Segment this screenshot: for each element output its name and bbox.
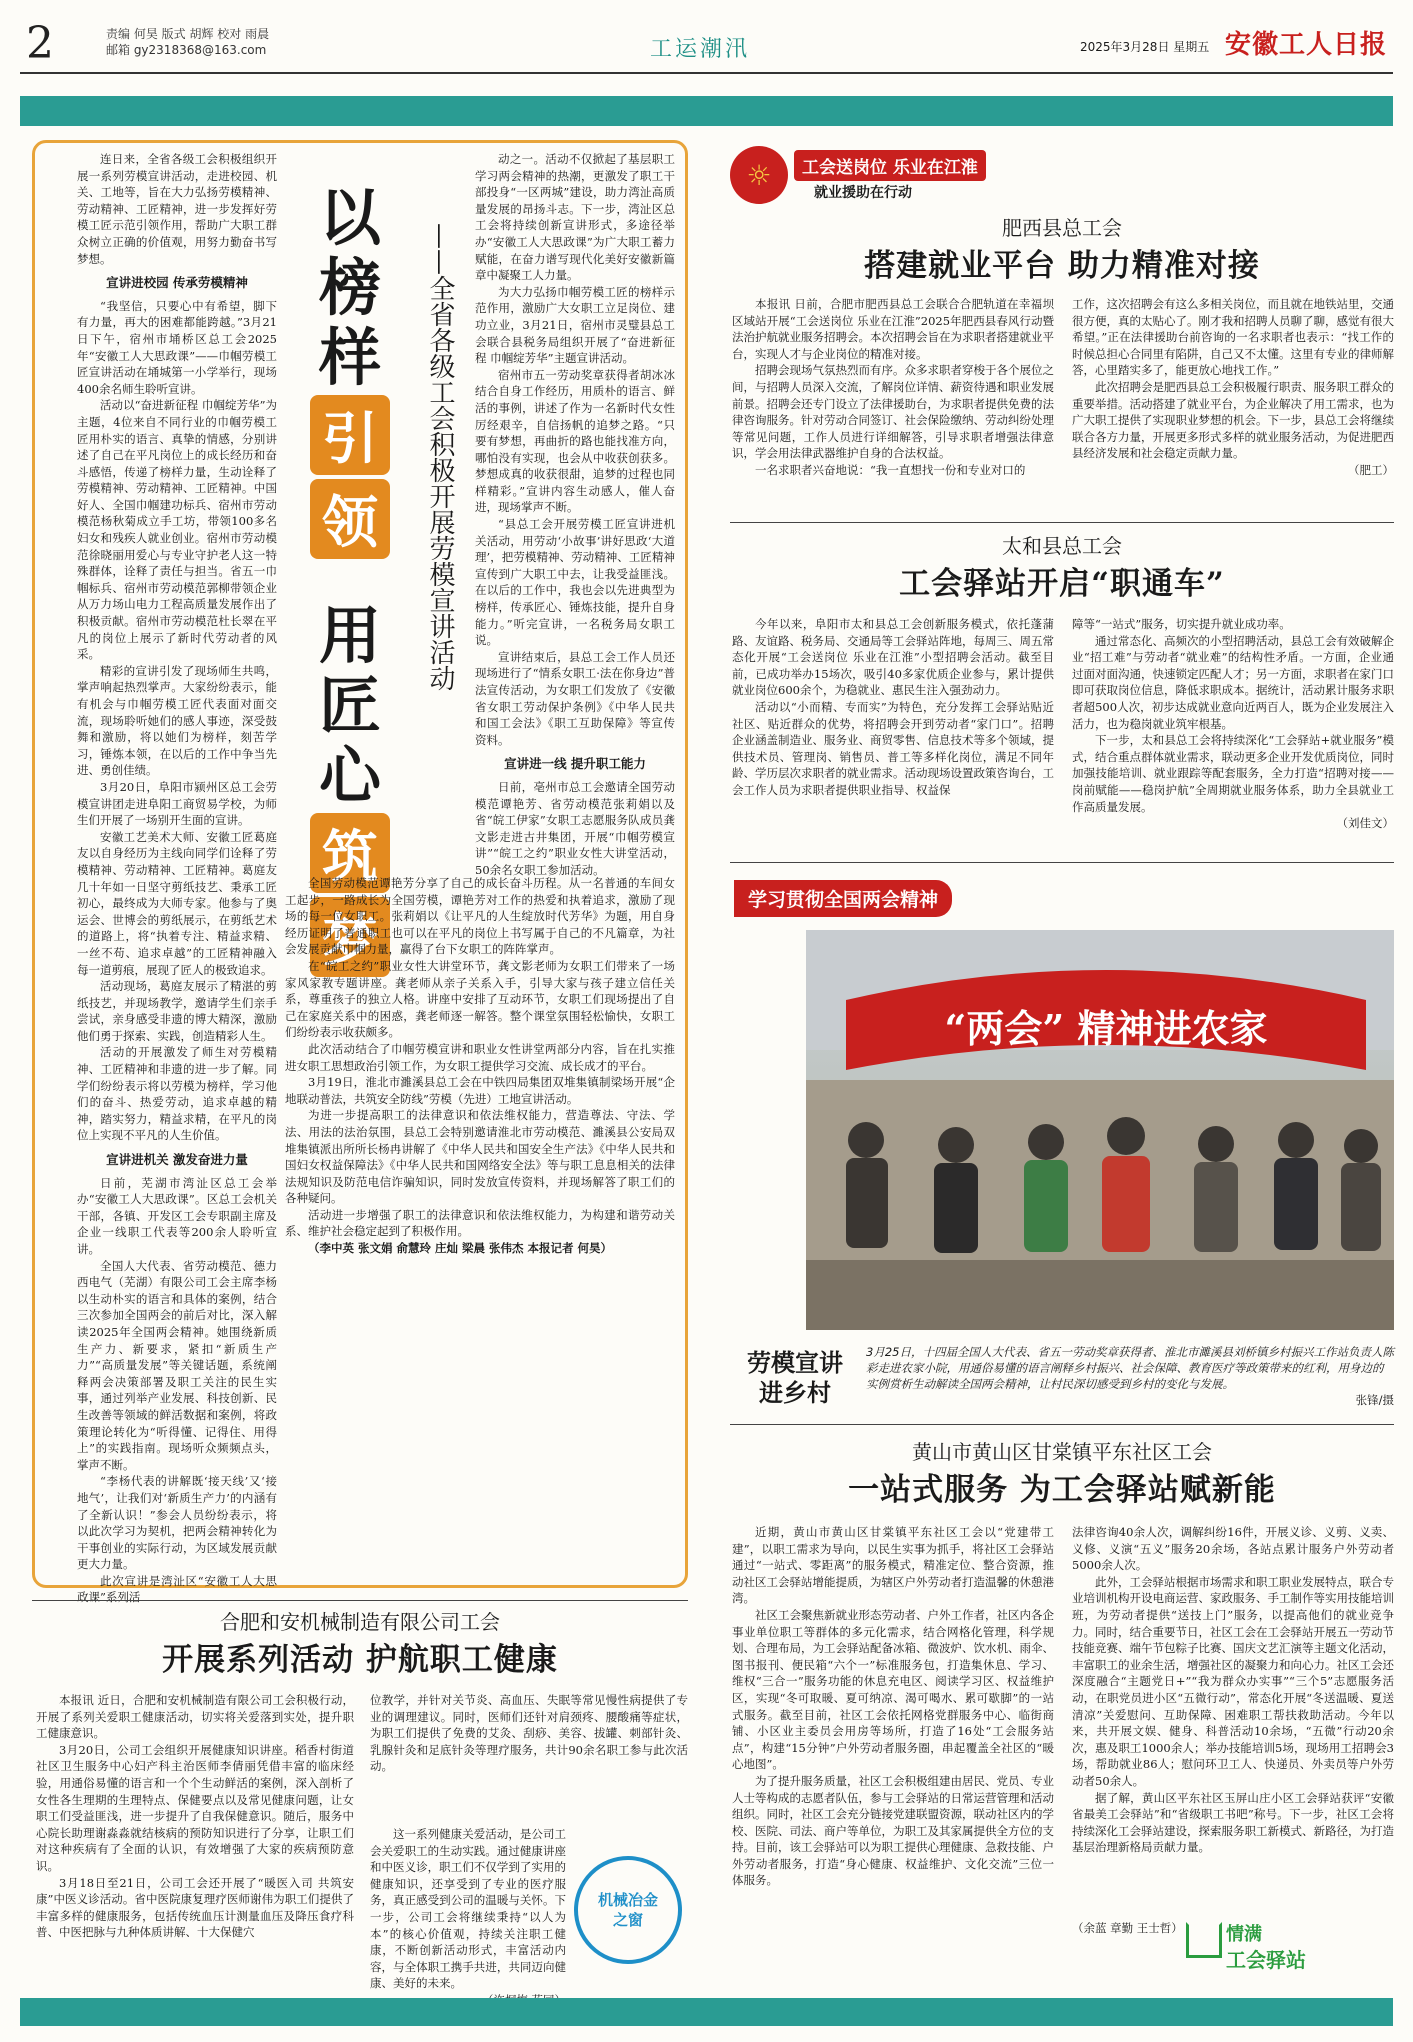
paragraph: 招聘会现场气氛热烈而有序。众多求职者穿梭于各个展位之间，与招聘人员深入交流，了解岗位详情、薪资待遇和职业发展前景。招聘会还专门设立了法律援助台，为求职者提供免费的法律咨询服务。针对劳动合同签订、社会保险缴纳、劳动纠纷处理等常见问题，工作人员进行详细解答，引导求职者增强法律意识，学会用法律武器维护自身的合法权益。 <box>732 363 1054 461</box>
photo-headline: 劳模宣讲进乡村 <box>747 1348 843 1407</box>
paragraph: 社区工会聚焦新就业形态劳动者、户外工作者，社区内各企事业单位职工等群体的多元化需求，结合网格化管理，科学规划、合理布局，为工会驿站配备冰箱、微波炉、饮水机、雨伞、图书报刊、便民箱“六个一”标准服务包，打造集休息、学习、维权“三合一”服务功能的休息充电区、阅读学习区、权益维护区，实现“冬可取暖、夏可纳凉、渴可喝水、累可歇脚”的一站式服务。截至目前，社区工会依托网格党群服务中心、临街商铺、小区业主委员会用房等场所，打造了16处“工会服务站点”，构建“15分钟”户外劳动者服务圈，串起覆盖全社区的“暖心地图”。 <box>732 1607 1054 1772</box>
article-column <box>36 1692 354 1990</box>
paragraph: 日前，亳州市总工会邀请全国劳动模范谭艳芳、省劳动模范张莉娟以及省“皖工伊家”女职工志愿服务队成员龚文影走进古井集团，开展“巾帼劳模宣讲”“皖工之约”职业女性大讲堂活动，50余名女职工参加活动。 <box>475 779 675 877</box>
staff-credits <box>106 26 269 58</box>
article-column <box>1072 296 1394 514</box>
campaign-subtitle: 就业援助在行动 <box>814 185 912 201</box>
feature-headline <box>285 183 415 979</box>
divider <box>730 1424 1394 1425</box>
feature-subtitle: ——全省各级工会积极开展劳模宣讲活动 <box>425 223 455 691</box>
article-column <box>1072 1524 1394 1916</box>
subheading: 宣讲进一线 提升职工能力 <box>504 756 646 772</box>
paragraph: 为大力弘扬巾帼劳模工匠的榜样示范作用，激励广大女职工立足岗位、建功立业，3月21日，宿州市灵璧县总工会联合县税务局组织开展了“奋进新征程 巾帼绽芳华”主题宣讲活动。 <box>475 284 675 366</box>
article-column <box>370 1692 688 1824</box>
logo-text: 工会驿站 <box>1226 1948 1306 1972</box>
feature-column-2 <box>475 151 675 877</box>
logo-text: 情满 <box>1226 1924 1262 1945</box>
paragraph: 3月18日至21日，公司工会还开展了“暖医入司 共筑安康”中医义诊活动。省中医院康复理疗医师谢伟为职工们提供了丰富多样的健康服务，包括传统血压计测量血压及降压食疗科普、中医把脉与九种体质讲解、十大保健穴 <box>36 1875 354 1940</box>
byline: （肥工） <box>1348 462 1394 477</box>
subheading: 宣讲进机关 激发奋进力量 <box>106 1152 248 1168</box>
article-column <box>1072 616 1394 848</box>
paragraph: 法律咨询40余人次，调解纠纷16件，开展义诊、义剪、义卖、义修、义演“五义”服务20余场，各站点累计服务户外劳动者5000余人次。 <box>1072 1525 1394 1573</box>
article-kicker: 太和县总工会 <box>1002 534 1122 558</box>
paragraph: “我坚信，只要心中有希望，脚下有力量，再大的困难都能跨越。”3月21日下午，宿州市埇桥区总工会2025年“安徽工人大思政课”——巾帼劳模工匠宣讲活动在埇城第一小学举行，现场400余名师生聆听宣讲。 <box>77 298 277 396</box>
paragraph: 在“皖工之约”职业女性大讲堂环节，龚文影老师为女职工们带来了一场家风家教专题讲座。龚老师从亲子关系入手，引导大家与孩子建立信任关系，尊重孩子的独立人格。讲座中安排了互动环节，女职工们现场提出了自己在家庭关系中的困惑，龚老师逐一解答。整个课堂氛围轻松愉快，女职工们纷纷表示收获颇多。 <box>285 958 675 1040</box>
article-column <box>732 296 1054 514</box>
paragraph: 一名求职者兴奋地说：“我一直想找一份和专业对口的 <box>755 462 1026 477</box>
paragraph: 本报讯 近日，合肥和安机械制造有限公司工会积极行动，开展了系列关爱职工健康活动，切实将关爱落到实处，提升职工健康意识。 <box>36 1693 354 1741</box>
paragraph: 本报讯 日前，合肥市肥西县总工会联合合肥轨道在幸福坝区域站开展“工会送岗位 乐业在江淮”2025年肥西县春风行动暨法治护航就业服务招聘会。本次招聘会旨在为求职者搭建就业平台，实现人才与企业岗位的精准对接。 <box>732 297 1054 361</box>
paragraph: 连日来，全省各级工会积极组织开展一系列劳模宣讲活动，走进校园、机关、工地等，旨在大力弘扬劳模精神、劳动精神、工匠精神，进一步发挥好劳模工匠示范引领作用，帮助广大职工群众树立正确的价值观，用努力勤奋书写梦想。 <box>77 152 277 266</box>
byline: （刘佳文） <box>1336 816 1394 831</box>
paragraph: 近期，黄山市黄山区甘棠镇平东社区工会以“党建带工建”，以职工需求为导向，以民生实事为抓手，将社区工会驿站通过“一站式、零距离”的服务模式，精准定位、整合资源，推动社区工会驿站增能提质，为辖区户外劳动者打造温馨的休憩港湾。 <box>732 1525 1054 1606</box>
house-icon <box>1186 1922 1222 1958</box>
campaign-banner <box>730 140 980 212</box>
seal-text: 机械冶金之窗 <box>597 1891 658 1929</box>
paragraph: 安徽工艺美术大师、安徽工匠葛庭友以自身经历为主线向同学们诠释了劳模精神、劳动精神、工匠精神。葛庭友几十年如一日坚守剪纸技艺、秉承工匠初心，最终成为大师专家。他参与了奥运会、世博会的剪纸展示，在剪纸艺术的道路上，将“执着专注、精益求精、一丝不苟、追求卓越”的工匠精神融入每一道剪痕，展现了匠人的极致追求。 <box>77 829 277 977</box>
article-kicker: 黄山市黄山区甘棠镇平东社区工会 <box>912 1440 1212 1464</box>
paragraph: 动之一。活动不仅掀起了基层职工学习两会精神的热潮，更激发了职工干部投身“一区两城”建设，助力湾沚高质量发展的昂扬斗志。下一步，湾沚区总工会将持续创新宣讲形式，多途径举办“安徽工人大思政课”为广大职工蓄力赋能，在奋力谱写现代化美好安徽新篇章中凝聚工人力量。 <box>475 152 675 283</box>
feature-article <box>32 140 688 1605</box>
headline-char: 以 <box>318 181 381 254</box>
paragraph: 位教学，并针对关节炎、高血压、失眠等常见慢性病提供了专业的调理建议。同时，医师们还针对肩颈疼、腰酸痛等症状，为职工们提供了免费的艾灸、刮痧、美容、拔罐、刺部针灸、乳腺针灸和足底针灸等理疗服务，共计90余名职工参与此次活动。 <box>370 1693 688 1774</box>
paragraph: 今年以来，阜阳市太和县总工会创新服务模式，依托蓬蒲路、友谊路、税务局、交通局等工会驿站阵地，每周三、周五常态化开展“工会送岗位 乐业在江淮”小型招聘会活动。截至目前，已成功举办15场次，吸引40多家优质企业参与，累计提供就业岗位600余个，为稳就业、惠民生注入强劲动力。 <box>732 617 1054 698</box>
byline: （李中英 张文娟 俞慧玲 庄灿 梁晨 张伟杰 本报记者 何昊） <box>308 1241 613 1256</box>
banner-text: “两会” 精神进农家 <box>944 1006 1268 1051</box>
paragraph: 活动以“小而精、专而实”为特色，充分发挥工会驿站贴近社区、贴近群众的优势，将招聘会开到劳动者“家门口”。招聘企业涵盖制造业、服务业、商贸零售、信息技术等多个领域，提供技术员、管理岗、销售员、普工等多样化岗位，满足不同年龄、学历层次求职者的就业需求。活动现场设置政策咨询台，工会工作人员为求职者提供职业指导、权益保 <box>732 699 1054 797</box>
paragraph: 3月20日，公司工会组织开展健康知识讲座。稻香村街道社区卫生服务中心妇产科主治医师李倩丽凭借丰富的临床经验，用通俗易懂的语言和一个个生动鲜活的案例，深入剖析了女性各生理期的生理特点、保健要点以及常见健康问题，让女职工们受益匪浅，进一步提升了自我保健意识。随后，服务中心院长助理谢淼淼就结核病的预防知识进行了分享，让职工们对这种疾病有了全面的认识，有效增强了大家的疾病预防意识。 <box>36 1742 354 1873</box>
paragraph: 此次招聘会是肥西县总工会积极履行职责、服务职工群众的重要举措。活动搭建了就业平台，为企业解决了用工需求，也为广大职工提供了实现职业梦想的机会。下一步，县总工会将继续联合各方力量，开展更多形式多样的就业服务活动，为促进肥西县经济发展和社会稳定贡献力量。 <box>1072 379 1394 461</box>
paragraph: “李杨代表的讲解既‘接天线’又‘接地气’，让我们对‘新质生产力’的内涵有了全新认识！”参会人员纷纷表示，将以此次学习为契机，把两会精神转化为干事创业的实际行动，为区域发展贡献更大力量。 <box>77 1474 277 1572</box>
paragraph: 活动现场，葛庭友展示了精湛的剪纸技艺，并现场教学，邀请学生们亲手尝试，亲身感受非遗的博大精深，激励他们勇于探索、实践，创造精彩人生。 <box>77 979 277 1043</box>
headline-char: 匠 <box>318 669 381 742</box>
article-kicker: 肥西县总工会 <box>1002 216 1122 240</box>
article-column <box>732 1524 1054 1990</box>
paragraph: 3月20日，阜阳市颍州区总工会劳模宣讲团走进阜阳工商贸易学校，为师生们开展了一场别开生面的宣讲。 <box>77 779 277 828</box>
headline-char: 心 <box>318 739 381 812</box>
paragraph: 全国劳动模范谭艳芳分享了自己的成长奋斗历程。从一名普通的车间女工起步，一路成长为全国劳模，谭艳芳对工作的热爱和执着追求，激励了现场的每一位女职工。张莉娟以《让平凡的人生绽放时代芳华》为题，用自身经历证明了普通职工也可以在平凡的岗位上书写属于自己的不凡篇章，为社会发展贡献巾帼力量，赢得了台下女职工的阵阵掌声。 <box>285 876 675 957</box>
paragraph: 此次宣讲是湾沚区“安徽工人大思政课”系列活 <box>77 1573 277 1605</box>
paragraph: 此次活动结合了巾帼劳模宣讲和职业女性讲堂两部分内容，旨在扎实推进女职工思想政治引领工作，为女职工提供学习交流、成长成才的平台。 <box>285 1041 675 1073</box>
headline-char: 榜 <box>318 251 381 324</box>
paragraph: 活动以“奋进新征程 巾帼绽芳华”为主题，4位来自不同行业的巾帼劳模工匠用朴实的语言、真挚的情感，分别讲述了自己在平凡岗位上的成长经历和奋斗感悟，传递了榜样力量，生动诠释了劳模精神、劳动精神、工匠精神。中国好人、全国巾帼建功标兵、宿州市劳动模范杨秋菊成立手工坊，带领100多名妇女和残疾人就业创业。宿州市劳动模范徐晓丽用爱心与专业守护老人这一特殊群体，诠释了责任与担当。省五一巾帼标兵、宿州市劳动模范郭柳带领企业从万力场山电力工程高质量发展作出了积极贡献。宿州市劳动模范杜长翠在平凡的岗位上展示了新时代劳动者的风采。 <box>77 398 277 662</box>
article-column <box>370 1826 566 1990</box>
article-headline: 开展系列活动 护航职工健康 <box>162 1642 558 1678</box>
staff-line-editors: 责编 何昊 版式 胡辉 校对 雨晨 <box>106 27 270 41</box>
feature-column-3 <box>285 875 675 1579</box>
paragraph: 此外，工会驿站根据市场需求和职工职业发展特点，联合专业培训机构开设电商运营、家政服务、手工制作等实用技能培训班，为劳动者提供“送技上门”服务，以提高他们的就业竞争力。同时，结合重要节日，社区工会在工会驿站开展五一劳动节技能竞赛、端午节包粽子比赛、国庆文艺汇演等主题文化活动，丰富职工的业余生活，增强社区的凝聚力和向心力。社区工会还深度融合“主题党日+”“我为群众办实事”“三个5”志愿服务活动，在职党员进小区“五微行动”，常态化开展“冬送温暖、夏送清凉”关爱慰问、互助保障、困难职工帮扶救助活动。今年以来，共开展文娱、健身、科普活动10余场，“五微”行动20余次，惠及职工1000余人；举办技能培训5场，现场用工招聘会3场，帮助就业86人；慰问环卫工人、快递员、外卖员等户外劳动者50余人。 <box>1072 1574 1394 1788</box>
article-headline: 搭建就业平台 助力精准对接 <box>864 248 1260 284</box>
headline-char-highlight: 筑 <box>310 813 390 893</box>
union-station-logo <box>1186 1916 1386 1976</box>
headline-char-highlight: 领 <box>310 479 390 559</box>
paragraph: 全国人大代表、省劳动模范、德力西电气（芜湖）有限公司工会主席李杨以生动朴实的语言和具体的案例，结合三次参加全国两会的前后对比，深入解读2025年全国两会精神。她围绕新质生产力、新要求，紧扣“新质生产力”“高质量发展”等关键话题，系统阐释两会决策部署及职工关注的民生实事，通过列举产业发展、科技创新、民生改善等领域的鲜活数据和案例，将政策理论转化为“听得懂、记得住、用得上”的实践指南。现场听众频频点头，掌声不断。 <box>77 1258 277 1472</box>
column-seal <box>574 1856 682 1964</box>
paragraph: 这一系列健康关爱活动，是公司工会关爱职工的生动实践。通过健康讲座和中医义诊，职工们不仅学到了实用的健康知识，还享受到了专业的医疗服务，真正感受到公司的温暖与关怀。下一步，公司工会将继续秉持“以人为本”的核心价值观，持续关注职工健康，不断创新活动形式，丰富活动内容，与全体职工携手共进，共同迈向健康、美好的未来。 <box>370 1827 566 1991</box>
paragraph: “县总工会开展劳模工匠宣讲进机关活动，用劳动‘小故事’讲好思政‘大道理’，把劳模精神、劳动精神、工匠精神宣传到广大职工中去，让我受益匪浅。在以后的工作中，我也会以先进典型为榜样，传承匠心、锤炼技能，提升自身能力。”听完宣讲，一名税务局女职工说。 <box>475 517 675 648</box>
subheading: 宣讲进校园 传承劳模精神 <box>106 275 248 291</box>
paragraph: 宣讲结束后，县总工会工作人员还现场进行了“情系女职工·法在你身边”普法宣传活动，为女职工们发放了《安徽省女职工劳动保护条例》《中华人民共和国工会法》《职工互助保障》等宣传资料。 <box>475 649 675 747</box>
union-emblem-icon: ☼ <box>730 146 788 204</box>
issue-date: 2025年3月28日 星期五 <box>1080 40 1210 54</box>
top-color-band <box>20 96 1393 126</box>
paragraph: 下一步，太和县总工会将持续深化“工会驿站+就业服务”模式，结合重点群体就业需求，联动更多企业开发优质岗位，同时加强技能培训、就业跟踪等配套服务，全力打造“招聘对接——岗前赋能——稳岗护航”全周期就业服务体系，助力全县就业工作高质量发展。 <box>1072 733 1394 814</box>
article-headline: 工会驿站开启“职通车” <box>899 566 1225 602</box>
newspaper-logo: 安徽工人日报 <box>1224 30 1387 60</box>
paragraph: 活动进一步增强了职工的法律意识和依法维权能力，为构建和谐劳动关系、维护社会稳定起到了积极作用。 <box>285 1207 675 1239</box>
article-headline: 一站式服务 为工会驿站赋新能 <box>848 1472 1276 1508</box>
campaign-tag: 工会送岗位 乐业在江淮 <box>794 150 986 181</box>
paragraph: 障等“一站式”服务，切实提升就业成功率。 <box>1072 617 1291 631</box>
divider <box>730 862 1394 863</box>
photo-illustration <box>806 930 1394 1330</box>
divider <box>32 1600 688 1601</box>
paragraph: 活动的开展激发了师生对劳模精神、工匠精神和非遗的进一步了解。同学们纷纷表示将以劳模为榜样，学习他们的奋斗、热爱劳动，追求卓越的精神，踏实努力，精益求精，在平凡的岗位上实现不平凡的人生价值。 <box>77 1045 277 1143</box>
paragraph: 日前，芜湖市湾沚区总工会举办“安徽工人大思政课”。区总工会机关干部，各镇、开发区工会专职副主席及企业一线职工代表等200余人聆听宣讲。 <box>77 1175 277 1256</box>
paragraph: 3月19日，淮北市濉溪县总工会在中铁四局集团双堆集镇制梁场开展“企地联动普法，共筑安全防线”劳模（先进）工地宣讲活动。 <box>285 1075 675 1106</box>
photo-credit: 张锋/摄 <box>1355 1393 1394 1407</box>
paragraph: 据了解，黄山区平东社区玉屏山庄小区工会驿站获评“安徽省最美工会驿站”和“省级职工书吧”称号。下一步，社区工会将持续深化工会驿站建设，探索服务职工新模式、新路径，为打造基层治理新格局贡献力量。 <box>1072 1790 1394 1855</box>
article-kicker: 合肥和安机械制造有限公司工会 <box>220 1610 500 1634</box>
headline-char: 用 <box>318 599 381 672</box>
feature-column-1 <box>77 151 277 1605</box>
byline: （余蓝 章勤 王士哲） <box>1072 1921 1183 1935</box>
paragraph: 为进一步提高职工的法律意识和依法维权能力，营造尊法、守法、学法、用法的法治氛围，县总工会特别邀请淮北市劳动模范、濉溪县公安局双堆集镇派出所所长杨冉讲解了《中华人民共和国安全生产法》《中华人民共和国妇女权益保障法》《中华人民共和国网络安全法》等与职工息息相关的法律法规知识及防范电信诈骗知识，同时发放宣传资料，并现场解答了职工们的各种疑问。 <box>285 1108 675 1206</box>
paragraph: 宿州市五一劳动奖章获得者胡冰冰结合自身工作经历，用质朴的语言、鲜活的事例，讲述了作为一名新时代女性厉经艰辛，自信扬帆的追梦之路。“只要有梦想，再曲折的路也能找准方向，哪怕没有实现，也会从中收获创获多。梦想成真的收获很甜，追梦的过程也同样精彩。”宣讲内容生动感人，催人奋进，现场掌声不断。 <box>475 367 675 515</box>
paragraph: 工作，这次招聘会有这么多相关岗位，而且就在地铁站里，交通很方便，真的太贴心了。刚才我和招聘人员聊了聊，感觉有很大希望。”正在法律援助台前咨询的一名求职者也表示：“找工作的时候总担心合同里有陷阱，自己又不太懂。这里有专业的律师解答，心里踏实多了，能更放心地找工作。” <box>1072 297 1394 378</box>
photo-section-tag: 学习贯彻全国两会精神 <box>734 880 952 917</box>
paragraph: 为了提升服务质量，社区工会积极组建由居民、党员、专业人士等构成的志愿者队伍，参与工会驿站的日常运营管理和活动组织。同时，社区工会充分链接党建联盟资源，联动社区内的学校、医院、司法、商户等单位，为职工及其家属提供全方位的支持。目前，该工会驿站可以为职工提供心理健康、急救技能、户外劳动者服务，打造“身心健康、权益维护、文化交流”三位一体服务。 <box>732 1773 1054 1888</box>
news-photo <box>806 930 1394 1330</box>
headline-char-highlight: 引 <box>310 395 390 475</box>
page-number: 2 <box>26 18 54 69</box>
article-column <box>732 616 1054 848</box>
paragraph: 精彩的宣讲引发了现场师生共鸣，掌声响起热烈掌声。大家纷纷表示，能有机会与巾帼劳模工匠代表面对面交流，现场聆听她们的感人事迹，深受鼓舞和激励，将以她们为榜样，刻苦学习，锤炼本领，在以后的工作中争当先进、勇创佳绩。 <box>77 663 277 778</box>
headline-char-highlight: 梦 <box>310 897 390 977</box>
paragraph: 通过常态化、高频次的小型招聘活动，县总工会有效破解企业“招工难”与劳动者“就业难”的结构性矛盾。一方面，企业通过面对面沟通，快速锁定匹配人才；另一方面，求职者在家门口即可获取岗位信息，降低求职成本。据统计，活动累计服务求职者超500人次，初步达成就业意向近两百人，既为企业发展注入活力，也为稳岗就业筑牢根基。 <box>1072 633 1394 731</box>
masthead <box>20 18 1393 74</box>
photo-caption <box>866 1344 1394 1408</box>
byline-box <box>1072 1920 1182 1970</box>
headline-char: 样 <box>318 321 381 394</box>
divider <box>730 522 1394 523</box>
section-title: 工运潮汛 <box>650 37 751 62</box>
bottom-color-band <box>20 1998 1393 2026</box>
caption-text: 3月25日，十四届全国人大代表、省五一劳动奖章获得者、淮北市濉溪县刘桥镇乡村振兴工作站负责人陈彩走进农家小院，用通俗易懂的语言阐释乡村振兴、社会保障、教育医疗等政策带来的红利，用身边的实例赏析生动解读全国两会精神，让村民深切感受到乡村的变化与发展。 <box>866 1345 1394 1391</box>
staff-line-email: 邮箱 gy2318368@163.com <box>106 43 267 57</box>
